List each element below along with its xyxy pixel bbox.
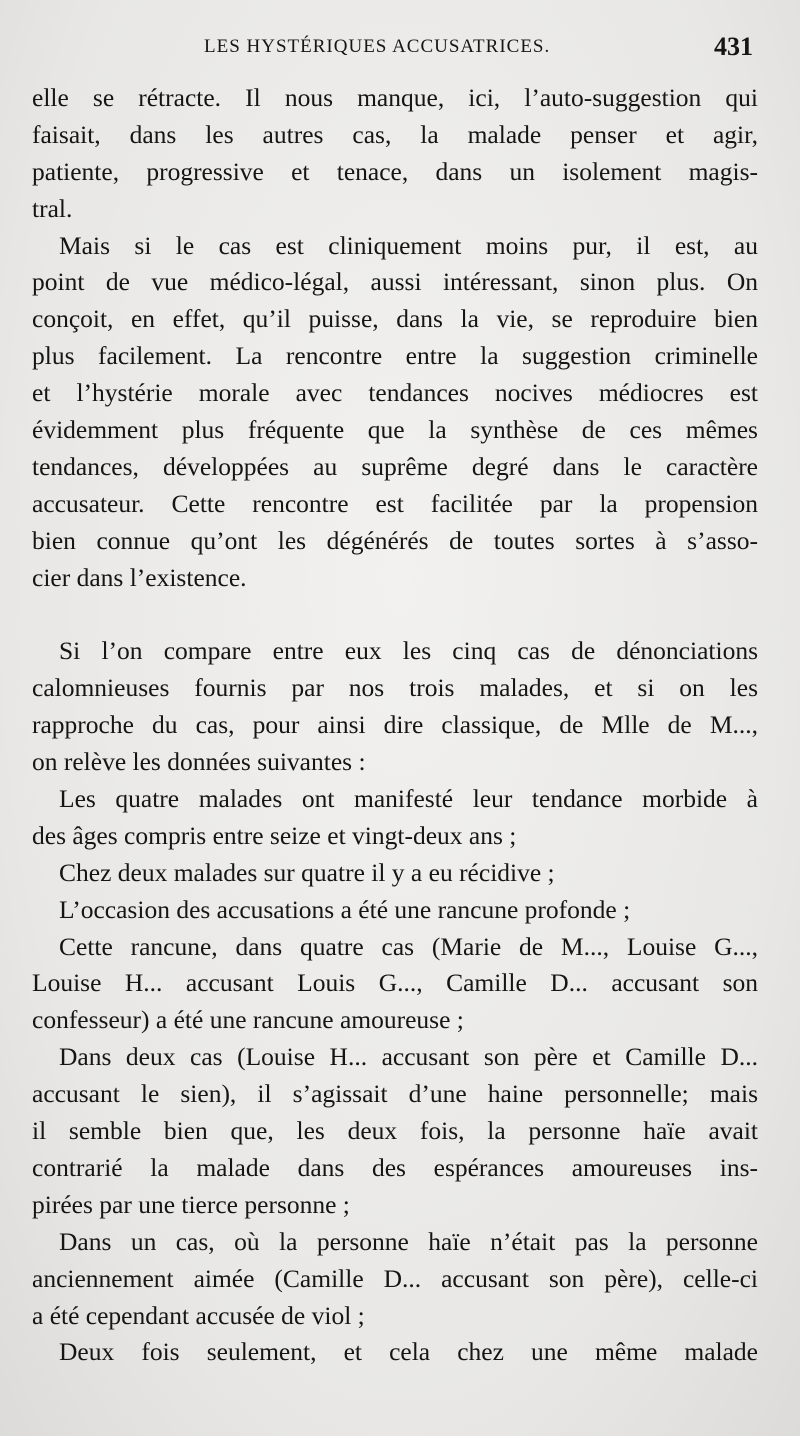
page-header bbox=[0, 32, 800, 66]
running-title: LES HYSTÉRIQUES ACCUSATRICES. bbox=[204, 36, 551, 57]
text-line: tendances, développées au suprême degré dans le caractère bbox=[32, 451, 758, 481]
text-line: Les quatre malades ont manifesté leur tendance morbide à bbox=[59, 784, 758, 814]
text-line: tral. bbox=[32, 193, 73, 223]
paragraph-7 bbox=[32, 929, 758, 1040]
text-line: Dans deux cas (Louise H... accusant son père et Camille D... bbox=[59, 1042, 758, 1072]
text-line: cier dans l’existence. bbox=[32, 562, 247, 592]
paragraph-5 bbox=[32, 855, 758, 892]
paragraph-8 bbox=[32, 1039, 758, 1223]
text-line: rapproche du cas, pour ainsi dire classique, de Mlle de M..., bbox=[32, 710, 758, 740]
text-line: L’occasion des accusations a été une rancune profonde ; bbox=[59, 894, 631, 924]
text-line: accusant le sien), il s’agissait d’une haine personnelle; mais bbox=[32, 1079, 758, 1109]
text-line: Si l’on compare entre eux les cinq cas de dénonciations bbox=[59, 636, 758, 666]
page-number: 431 bbox=[714, 32, 753, 61]
paragraph-10 bbox=[32, 1334, 758, 1371]
text-line: Dans un cas, où la personne haïe n’était pas la personne bbox=[59, 1226, 758, 1256]
paragraph-2 bbox=[32, 228, 758, 597]
paragraph-9 bbox=[32, 1224, 758, 1335]
text-line: pirées par une tierce personne ; bbox=[32, 1189, 350, 1219]
text-line: on relève les données suivantes : bbox=[32, 747, 366, 777]
text-line: Deux fois seulement, et cela chez une même malade bbox=[59, 1337, 758, 1367]
paragraph-6 bbox=[32, 892, 758, 929]
paragraph-4 bbox=[32, 781, 758, 855]
text-line: plus facilement. La rencontre entre la suggestion criminelle bbox=[32, 341, 758, 371]
paragraph-gap bbox=[32, 596, 758, 633]
text-line: Mais si le cas est cliniquement moins pur, il est, au bbox=[59, 230, 758, 260]
text-line: elle se rétracte. Il nous manque, ici, l’auto-suggestion qui bbox=[32, 83, 758, 112]
paragraph-3 bbox=[32, 633, 758, 781]
text-line: faisait, dans les autres cas, la malade penser et agir, bbox=[32, 119, 758, 149]
text-line: accusateur. Cette rencontre est facilitée par la propension bbox=[32, 488, 758, 518]
text-line: et l’hystérie morale avec tendances nocives médiocres est bbox=[32, 378, 758, 408]
text-line: des âges compris entre seize et vingt-deux ans ; bbox=[32, 820, 517, 850]
text-line: évidemment plus fréquente que la synthèse de ces mêmes bbox=[32, 415, 758, 445]
text-line: calomnieuses fournis par nos trois malades, et si on les bbox=[32, 673, 758, 703]
text-line: a été cependant accusée de viol ; bbox=[32, 1300, 365, 1330]
text-line: Louise H... accusant Louis G..., Camille D... accusant son bbox=[32, 968, 758, 998]
text-line: il semble bien que, les deux fois, la personne haïe avait bbox=[32, 1116, 758, 1146]
text-line: bien connue qu’ont les dégénérés de toutes sortes à s’asso- bbox=[32, 525, 758, 555]
text-line: conçoit, en effet, qu’il puisse, dans la vie, se reproduire bien bbox=[32, 304, 758, 334]
paragraph-1 bbox=[32, 80, 758, 228]
text-line: contrarié la malade dans des espérances amoureuses ins- bbox=[32, 1152, 758, 1182]
text-line: anciennement aimée (Camille D... accusant son père), celle-ci bbox=[32, 1263, 758, 1293]
text-line: Cette rancune, dans quatre cas (Marie de M..., Louise G..., bbox=[59, 931, 758, 961]
text-line: point de vue médico-légal, aussi intéressant, sinon plus. On bbox=[32, 267, 758, 297]
text-line: patiente, progressive et tenace, dans un isolement magis- bbox=[32, 156, 758, 186]
text-line: Chez deux malades sur quatre il y a eu récidive ; bbox=[59, 857, 555, 887]
body-text bbox=[32, 80, 758, 1371]
text-line: confesseur) a été une rancune amoureuse ; bbox=[32, 1005, 464, 1035]
